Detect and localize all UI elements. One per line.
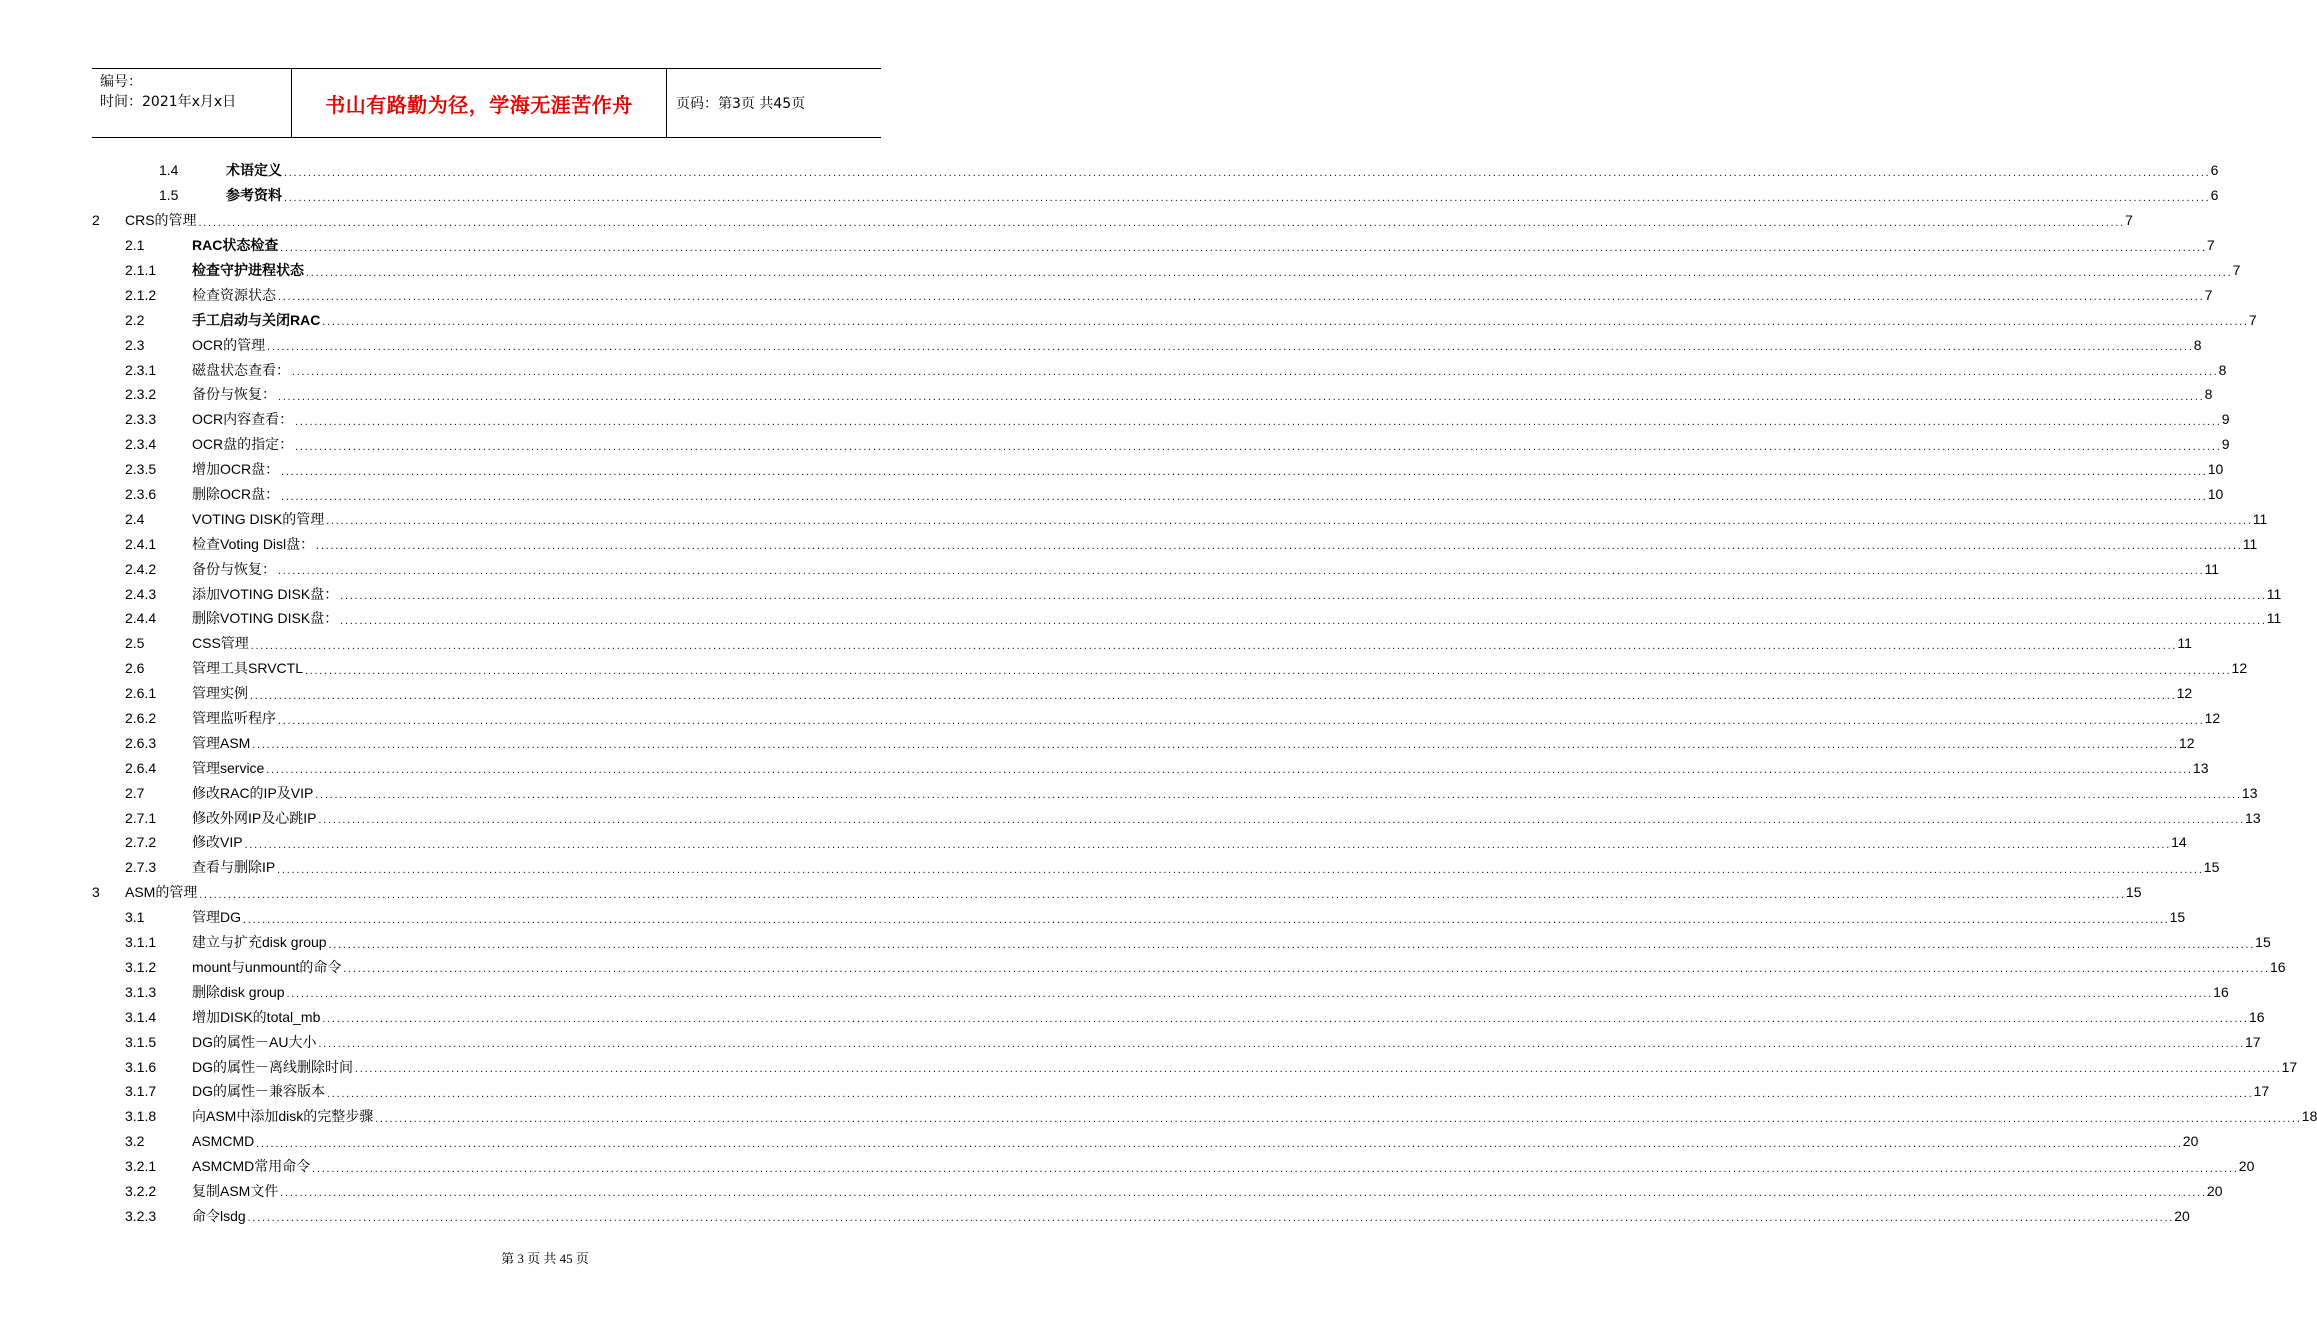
toc-entry-title: 向ASM中添加disk的完整步骤 [192,1108,374,1125]
toc-entry[interactable] [92,357,2227,382]
toc-entry[interactable] [92,830,2187,855]
toc-leader-dots: ................................................................................................................................................................................................................................................................................................................................................................................................................ [317,1040,2245,1050]
toc-entry-page: 6 [2210,187,2219,204]
toc-leader-dots: ................................................................................................................................................................................................................................................................................................................................................................................................................ [283,168,2210,178]
toc-entry-number: 3.1.5 [125,1033,157,1050]
toc-entry-title: CSS管理 [192,635,249,652]
toc-entry[interactable] [92,183,2219,208]
toc-leader-dots: ................................................................................................................................................................................................................................................................................................................................................................................................................ [249,691,2176,701]
toc-entry-page: 7 [2248,311,2257,328]
toc-entry[interactable] [92,158,2219,183]
toc-entry-page: 11 [2242,535,2258,552]
toc-entry-page: 7 [2125,212,2133,229]
toc-entry[interactable] [92,506,2268,531]
toc-entry-page: 7 [2232,262,2241,278]
toc-entry-page: 7 [2206,237,2215,254]
toc-entry-page: 12 [2231,660,2248,677]
toc-leader-dots: ................................................................................................................................................................................................................................................................................................................................................................................................................ [255,1139,2182,1149]
toc-entry-number: 2.7.2 [125,834,157,851]
toc-entry-number: 2.3.1 [125,361,157,378]
toc-entry[interactable] [92,855,2220,880]
toc-entry-title: VOTING DISK的管理 [192,510,325,527]
toc-leader-dots: ................................................................................................................................................................................................................................................................................................................................................................................................................ [242,915,2169,925]
toc-entry-number: 3.2.1 [125,1158,157,1175]
table-of-contents [92,158,2317,1228]
toc-entry-page: 8 [2204,386,2213,403]
toc-entry-number: 2.6 [125,660,145,677]
toc-leader-dots: ................................................................................................................................................................................................................................................................................................................................................................................................................ [266,343,2193,353]
toc-entry-title: mount与unmount的命令 [192,958,342,975]
header-page-label: 页码：第3页 共45页 [676,96,806,112]
toc-entry-number: 3.2.3 [125,1207,157,1224]
toc-entry-title: OCR的管理 [192,336,266,353]
toc-entry-title: 检查Voting Disl盘： [192,535,315,552]
toc-entry[interactable] [92,780,2258,805]
toc-leader-dots: ................................................................................................................................................................................................................................................................................................................................................................................................................ [279,1189,2206,1199]
toc-entry[interactable] [92,1029,2261,1054]
toc-entry[interactable] [92,482,2224,507]
toc-entry-number: 3.1.6 [125,1058,157,1075]
toc-entry-number: 2.1.1 [125,262,157,278]
toc-entry-page: 13 [2245,809,2261,826]
toc-leader-dots: ................................................................................................................................................................................................................................................................................................................................................................................................................ [277,392,2204,402]
toc-entry-page: 20 [2174,1207,2190,1224]
toc-entry[interactable] [92,1179,2223,1204]
toc-entry-page: 11 [2266,610,2282,627]
toc-entry[interactable] [92,1079,2270,1104]
toc-entry-number: 3.1.2 [125,958,157,975]
toc-entry[interactable] [92,979,2229,1004]
toc-entry-number: 2 [92,212,100,229]
toc-entry[interactable] [92,1004,2265,1029]
code-label: 编号： [100,74,142,90]
toc-entry-title: 复制ASM文件 [192,1182,279,1199]
toc-entry-number: 2.5 [125,635,145,652]
toc-entry[interactable] [92,307,2257,332]
toc-leader-dots: ................................................................................................................................................................................................................................................................................................................................................................................................................ [317,816,2245,826]
toc-entry-title: 管理工具SRVCTL [192,660,303,677]
toc-entry-number: 2.3.5 [125,461,157,478]
toc-leader-dots: ................................................................................................................................................................................................................................................................................................................................................................................................................ [197,218,2125,228]
toc-entry-number: 2.3.3 [125,411,157,428]
toc-entry[interactable] [92,631,2192,656]
toc-entry-title: 管理监听程序 [192,710,276,727]
toc-entry-page: 8 [2193,336,2202,353]
toc-entry-title: ASMCMD常用命令 [192,1158,311,1175]
toc-entry-page: 11 [2177,635,2192,652]
toc-entry-number: 2.6.3 [125,734,157,751]
toc-entry[interactable] [92,755,2209,780]
toc-entry-page: 20 [2206,1182,2223,1199]
toc-leader-dots: ................................................................................................................................................................................................................................................................................................................................................................................................................ [305,268,2232,278]
toc-entry-title: 添加VOTING DISK盘： [192,585,339,602]
toc-entry-page: 11 [2266,585,2282,602]
toc-entry-page: 15 [2203,859,2220,876]
toc-entry[interactable] [92,1129,2199,1154]
toc-entry-page: 13 [2241,784,2258,801]
toc-entry-title: 管理ASM [192,734,251,751]
toc-entry-title: 修改RAC的IP及VIP [192,784,314,801]
toc-entry[interactable] [92,457,2224,482]
toc-entry-number: 2.2 [125,311,145,328]
toc-leader-dots: ................................................................................................................................................................................................................................................................................................................................................................................................................ [251,741,2178,751]
toc-entry-number: 2.6.1 [125,685,157,702]
toc-leader-dots: ................................................................................................................................................................................................................................................................................................................................................................................................................ [198,890,2125,900]
toc-entry-number: 2.4.1 [125,535,157,552]
toc-leader-dots: ................................................................................................................................................................................................................................................................................................................................................................................................................ [321,1015,2248,1025]
header-motto: 书山有路勤为径，学海无涯苦作舟 [292,69,667,137]
toc-entry-page: 18 [2301,1108,2317,1125]
toc-entry-number: 2.4.3 [125,585,157,602]
toc-entry-page: 15 [2169,909,2186,926]
toc-entry-title: 检查守护进程状态 [192,262,304,278]
toc-entry-number: 2.4.4 [125,610,157,627]
toc-entry-title: DG的属性－兼容版本 [192,1083,325,1100]
toc-entry[interactable] [92,606,2282,631]
toc-entry-title: 管理service [192,759,265,776]
toc-leader-dots: ................................................................................................................................................................................................................................................................................................................................................................................................................ [354,1065,2281,1074]
toc-leader-dots: ................................................................................................................................................................................................................................................................................................................................................................................................................ [285,990,2213,1000]
toc-entry[interactable] [92,581,2282,606]
toc-entry-page: 16 [2248,1008,2265,1025]
toc-entry[interactable] [92,208,2133,233]
toc-entry-number: 2.6.2 [125,710,157,727]
toc-entry-page: 9 [2221,411,2230,428]
toc-entry-number: 2.1 [125,237,145,254]
toc-leader-dots: ................................................................................................................................................................................................................................................................................................................................................................................................................ [283,193,2210,203]
toc-leader-dots: ................................................................................................................................................................................................................................................................................................................................................................................................................ [321,318,2248,328]
toc-entry-page: 10 [2207,461,2224,478]
header-meta-cell [92,69,292,137]
toc-entry-page: 15 [2125,884,2142,901]
toc-entry-number: 2.1.2 [125,286,157,303]
toc-entry-page: 17 [2281,1058,2298,1075]
toc-entry-number: 2.7.1 [125,809,157,826]
toc-entry-number: 3.2.2 [125,1182,157,1199]
toc-entry-title: 术语定义 [226,162,282,179]
toc-entry-number: 2.4 [125,510,145,527]
toc-entry-title: 删除disk group [192,983,285,1000]
toc-entry-title: 磁盘状态查看： [192,361,290,378]
toc-entry-number: 2.3.2 [125,386,157,403]
toc-entry-page: 14 [2171,834,2187,851]
toc-leader-dots: ................................................................................................................................................................................................................................................................................................................................................................................................................ [327,940,2255,950]
toc-entry[interactable] [92,382,2213,407]
toc-entry[interactable] [92,730,2195,755]
toc-leader-dots: ................................................................................................................................................................................................................................................................................................................................................................................................................ [249,641,2177,651]
toc-entry-title: RAC状态检查 [192,237,279,254]
toc-leader-dots: ................................................................................................................................................................................................................................................................................................................................................................................................................ [315,542,2242,552]
toc-entry[interactable] [92,880,2142,905]
toc-entry-title: CRS的管理 [125,212,197,229]
toc-entry[interactable] [92,1104,2317,1129]
toc-entry-page: 16 [2213,983,2229,1000]
toc-leader-dots: ................................................................................................................................................................................................................................................................................................................................................................................................................ [246,1214,2174,1224]
toc-entry-title: 修改VIP [192,834,243,851]
toc-entry-page: 12 [2178,734,2195,751]
toc-entry-page: 12 [2176,685,2193,702]
toc-entry-title: 修改外网IP及心跳IP [192,809,317,826]
toc-entry-title: 建立与扩充disk group [192,934,327,951]
toc-entry-page: 15 [2255,934,2271,951]
toc-entry-page: 6 [2210,162,2219,179]
toc-leader-dots: ................................................................................................................................................................................................................................................................................................................................................................................................................ [314,791,2241,801]
toc-entry-number: 3.1.7 [125,1083,157,1100]
toc-entry-number: 3.1.8 [125,1108,157,1125]
toc-entry-title: ASMCMD [192,1133,255,1150]
toc-entry-page: 8 [2218,361,2227,378]
toc-entry-number: 2.7 [125,784,145,801]
toc-entry-number: 3.2 [125,1133,145,1150]
toc-entry[interactable] [92,905,2186,930]
toc-entry-number: 2.3 [125,336,145,353]
toc-leader-dots: ................................................................................................................................................................................................................................................................................................................................................................................................................ [279,243,2206,253]
toc-entry-number: 2.4.2 [125,560,157,577]
toc-entry-title: 增加DISK的total_mb [192,1008,321,1025]
toc-leader-dots: ................................................................................................................................................................................................................................................................................................................................................................................................................ [294,417,2221,427]
toc-entry[interactable] [92,656,2248,681]
time-label: 时间：2021年x月x日 [100,94,237,110]
toc-entry[interactable] [92,1203,2190,1228]
toc-entry-title: 备份与恢复： [192,560,276,577]
toc-entry[interactable] [92,332,2202,357]
toc-entry-number: 3 [92,884,100,901]
toc-entry-page: 11 [2204,560,2220,577]
toc-leader-dots: ................................................................................................................................................................................................................................................................................................................................................................................................................ [277,567,2204,577]
toc-entry-title: 手工启动与关闭RAC [192,311,321,328]
toc-entry-number: 3.1.3 [125,983,157,1000]
toc-entry-title: 检查资源状态 [192,286,276,303]
toc-entry-page: 20 [2238,1158,2255,1175]
toc-entry-number: 1.4 [159,162,179,179]
toc-leader-dots: ................................................................................................................................................................................................................................................................................................................................................................................................................ [294,442,2221,452]
toc-entry[interactable] [92,681,2193,706]
toc-entry-page: 10 [2207,486,2224,503]
toc-entry-title: DG的属性－离线删除时间 [192,1058,353,1075]
toc-entry[interactable] [92,258,2241,283]
toc-entry[interactable] [92,282,2213,307]
toc-entry-page: 16 [2269,958,2286,975]
toc-entry-title: 删除OCR盘： [192,486,280,503]
toc-entry-title: 增加OCR盘： [192,461,280,478]
toc-entry-page: 12 [2204,710,2221,727]
toc-entry[interactable] [92,1154,2255,1179]
toc-leader-dots: ................................................................................................................................................................................................................................................................................................................................................................................................................ [342,965,2269,975]
page-header [92,68,881,138]
toc-entry-title: DG的属性－AU大小 [192,1033,317,1050]
toc-entry-title: 管理实例 [192,685,248,702]
toc-entry-title: OCR内容查看： [192,411,294,428]
toc-leader-dots: ................................................................................................................................................................................................................................................................................................................................................................................................................ [325,517,2252,527]
toc-leader-dots: ................................................................................................................................................................................................................................................................................................................................................................................................................ [277,716,2204,726]
toc-leader-dots: ................................................................................................................................................................................................................................................................................................................................................................................................................ [339,616,2266,626]
toc-leader-dots: ................................................................................................................................................................................................................................................................................................................................................................................................................ [277,293,2204,303]
toc-entry[interactable] [92,233,2215,258]
toc-entry-number: 2.6.4 [125,759,157,776]
toc-leader-dots: ................................................................................................................................................................................................................................................................................................................................................................................................................ [326,1089,2253,1099]
toc-leader-dots: ................................................................................................................................................................................................................................................................................................................................................................................................................ [280,492,2207,502]
toc-entry-title: OCR盘的指定： [192,436,294,453]
toc-leader-dots: ................................................................................................................................................................................................................................................................................................................................................................................................................ [374,1114,2301,1124]
toc-entry-number: 2.3.4 [125,436,157,453]
toc-entry-number: 3.1 [125,909,145,926]
toc-entry-title: 查看与删除IP [192,859,276,876]
toc-leader-dots: ................................................................................................................................................................................................................................................................................................................................................................................................................ [303,666,2231,676]
toc-entry-title: 删除VOTING DISK盘： [192,610,339,627]
toc-leader-dots: ................................................................................................................................................................................................................................................................................................................................................................................................................ [339,592,2266,602]
toc-entry-page: 7 [2204,286,2213,303]
page-footer: 第 3 页 共 45 页 [501,1251,589,1266]
toc-entry[interactable] [92,955,2286,980]
toc-entry-number: 1.5 [159,187,179,204]
toc-entry[interactable] [92,930,2271,955]
toc-leader-dots: ................................................................................................................................................................................................................................................................................................................................................................................................................ [265,766,2192,776]
toc-entry-number: 2.7.3 [125,859,157,876]
toc-leader-dots: ................................................................................................................................................................................................................................................................................................................................................................................................................ [276,865,2203,875]
toc-leader-dots: ................................................................................................................................................................................................................................................................................................................................................................................................................ [291,368,2218,378]
toc-entry-number: 3.1.1 [125,934,157,951]
toc-entry-page: 20 [2182,1133,2199,1150]
toc-entry-page: 9 [2221,436,2230,453]
toc-entry[interactable] [92,1054,2298,1079]
toc-entry-title: 命令lsdg [192,1207,246,1224]
toc-entry[interactable] [92,407,2230,432]
toc-leader-dots: ................................................................................................................................................................................................................................................................................................................................................................................................................ [243,840,2171,850]
toc-entry[interactable] [92,706,2221,731]
toc-entry-page: 13 [2192,759,2209,776]
toc-entry[interactable] [92,805,2261,830]
toc-entry-page: 17 [2253,1083,2270,1100]
toc-entry-title: 备份与恢复： [192,386,276,403]
toc-entry[interactable] [92,531,2258,556]
toc-entry-page: 17 [2245,1033,2261,1050]
toc-entry[interactable] [92,556,2220,581]
toc-entry-number: 3.1.4 [125,1008,157,1025]
toc-entry-title: ASM的管理 [125,884,198,901]
toc-entry-title: 参考资料 [226,187,282,204]
toc-leader-dots: ................................................................................................................................................................................................................................................................................................................................................................................................................ [280,467,2207,477]
toc-entry-number: 2.3.6 [125,486,157,503]
toc-entry-title: 管理DG [192,909,241,926]
toc-leader-dots: ................................................................................................................................................................................................................................................................................................................................................................................................................ [311,1164,2238,1174]
toc-entry-page: 11 [2252,510,2268,527]
toc-entry[interactable] [92,432,2230,457]
